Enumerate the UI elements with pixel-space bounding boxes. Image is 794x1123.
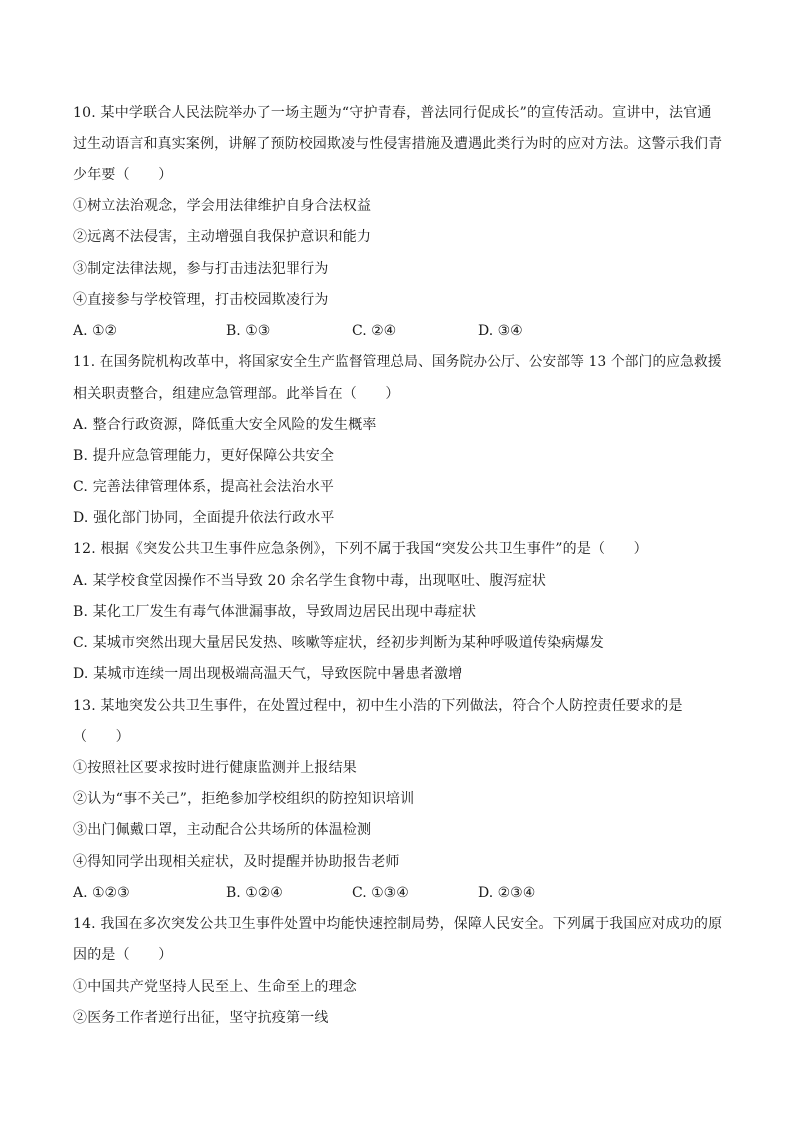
- q13-choice-b: B. ①②④: [226, 885, 283, 901]
- q10-choice-b: B. ①③: [226, 323, 271, 339]
- q10-stem-line-2: 过生动语言和真实案例，讲解了预防校园欺凌与性侵害措施及遭遇此类行为时的应对方法。这警示我们青: [73, 136, 723, 152]
- q10-item-4: ④直接参与学校管理，打击校园欺凌行为: [73, 292, 329, 308]
- q11-stem-line-2: 相关职责整合，组建应急管理部。此举旨在（ ）: [73, 386, 400, 402]
- q14-stem-line-2: 因的是（ ）: [73, 947, 173, 963]
- q13-item-2: ②认为“事不关己”，拒绝参加学校组织的防控知识培训: [73, 791, 415, 807]
- q10-choice-d: D. ③④: [478, 323, 523, 339]
- q10-item-2: ②远离不法侵害，主动增强自我保护意识和能力: [73, 229, 372, 245]
- q13-choice-d: D. ②③④: [478, 885, 536, 901]
- q13-item-3: ③出门佩戴口罩，主动配合公共场所的体温检测: [73, 822, 372, 838]
- q10-stem-line-1: 10. 某中学联合人民法院举办了一场主题为“守护青春，普法同行促成长”的宣传活动。宣讲中，法官通: [73, 105, 712, 121]
- q10-choice-c: C. ②④: [352, 323, 397, 339]
- q12-stem-line-1: 12. 根据《突发公共卫生事件应急条例》，下列不属于我国“突发公共卫生事件”的是（ ）: [73, 541, 648, 557]
- q10-stem-line-3: 少年要（ ）: [73, 167, 173, 183]
- q14-stem-line-1: 14. 我国在多次突发公共卫生事件处置中均能快速控制局势，保障人民安全。下列属于我国应对成功的原: [73, 916, 723, 932]
- q10-item-3: ③制定法律法规，参与打击违法犯罪行为: [73, 261, 329, 277]
- q13-stem-line-1: 13. 某地突发公共卫生事件，在处置过程中，初中生小浩的下列做法，符合个人防控责任要求的是: [73, 698, 683, 714]
- q13-choice-a: A. ①②③: [73, 885, 130, 901]
- q11-choice-d: D. 强化部门协同，全面提升依法行政水平: [73, 510, 335, 526]
- q13-choice-c: C. ①③④: [352, 885, 409, 901]
- q11-stem-line-1: 11. 在国务院机构改革中，将国家安全生产监督管理总局、国务院办公厅、公安部等 13 个部门的应急救援: [73, 354, 722, 370]
- q14-item-1: ①中国共产党坚持人民至上、生命至上的理念: [73, 979, 357, 995]
- q13-item-1: ①按照社区要求按时进行健康监测并上报结果: [73, 760, 357, 776]
- q11-choice-c: C. 完善法律管理体系，提高社会法治水平: [73, 479, 335, 495]
- q12-choice-c: C. 某城市突然出现大量居民发热、咳嗽等症状，经初步判断为某种呼吸道传染病爆发: [73, 635, 604, 651]
- q11-choice-b: B. 提升应急管理能力，更好保障公共安全: [73, 448, 335, 464]
- q12-choice-a: A. 某学校食堂因操作不当导致 20 余名学生食物中毒，出现呕吐、腹泻症状: [73, 573, 547, 589]
- q11-choice-a: A. 整合行政资源，降低重大安全风险的发生概率: [73, 417, 377, 433]
- q12-choice-d: D. 某城市连续一周出现极端高温天气，导致医院中暑患者激增: [73, 666, 463, 682]
- q10-choice-a: A. ①②: [73, 323, 118, 339]
- q13-item-4: ④得知同学出现相关症状，及时提醒并协助报告老师: [73, 854, 400, 870]
- q14-item-2: ②医务工作者逆行出征，坚守抗疫第一线: [73, 1010, 329, 1026]
- q12-choice-b: B. 某化工厂发生有毒气体泄漏事故，导致周边居民出现中毒症状: [73, 604, 477, 620]
- q10-item-1: ①树立法治观念，学会用法律维护自身合法权益: [73, 198, 372, 214]
- q13-stem-line-2: （ ）: [73, 729, 130, 745]
